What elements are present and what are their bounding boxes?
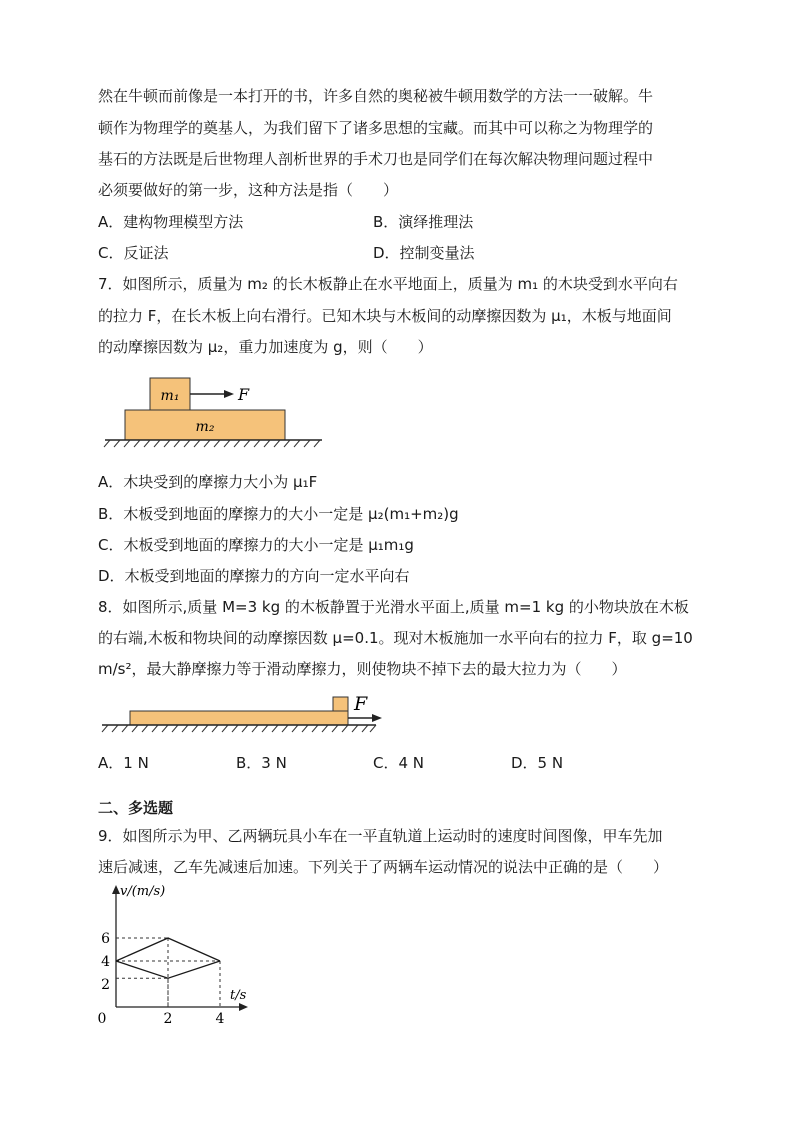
x-tick-label-4: 4	[215, 1011, 225, 1025]
y-tick-label-4: 4	[101, 954, 110, 970]
q8-ground-hatch	[102, 725, 376, 732]
q6-option-c: C．反证法	[98, 244, 169, 262]
q9-stem-line-2: 速后减速，乙车先减速后加速。下列关于了两辆车运动情况的说法中正确的是（ ）	[98, 858, 669, 876]
q9-vt-chart	[90, 880, 260, 1025]
q8-small-block	[333, 697, 348, 711]
q7-arrow-head	[224, 390, 234, 398]
q7-option-c: C．木板受到地面的摩擦力的大小一定是 μ₁m₁g	[98, 536, 414, 554]
q8-option-b: B．3 N	[236, 754, 287, 772]
q7-block-label: m₁	[160, 388, 180, 404]
q6-line-1: 然在牛顿而前像是一本打开的书，许多自然的奥秘被牛顿用数学的方法一一破解。牛	[98, 87, 654, 105]
q7-option-d: D．木板受到地面的摩擦力的方向一定水平向右	[98, 567, 410, 585]
x-axis-arrow	[239, 1003, 248, 1011]
q7-option-a: A．木块受到的摩擦力大小为 μ₁F	[98, 473, 318, 491]
y-axis-arrow	[112, 885, 120, 894]
y-tick-label-6: 6	[101, 931, 110, 947]
y-axis-label: v/(m/s)	[120, 884, 166, 899]
q7-stem-line-3: 的动摩擦因数为 μ₂，重力加速度为 g，则（ ）	[98, 338, 433, 356]
q6-option-a: A．建构物理模型方法	[98, 213, 244, 231]
q8-stem-line-3: m/s²，最大静摩擦力等于滑动摩擦力，则使物块不掉下去的最大拉力为（ ）	[98, 660, 627, 678]
q8-option-d: D．5 N	[511, 754, 564, 772]
q7-stem-line-1: 7．如图所示，质量为 m₂ 的长木板静止在水平地面上，质量为 m₁ 的木块受到水平向右	[98, 275, 678, 293]
q6-option-d: D．控制变量法	[373, 244, 475, 262]
q6-line-4: 必须要做好的第一步，这种方法是指（ ）	[98, 181, 399, 199]
section-heading: 二、多选题	[98, 799, 174, 817]
q8-force-label: F	[354, 693, 368, 715]
q8-option-c: C．4 N	[373, 754, 425, 772]
q8-figure	[100, 688, 390, 738]
q7-force-label: F	[238, 385, 250, 404]
x-tick-label-0: 0	[97, 1011, 107, 1025]
q8-stem-line-1: 8．如图所示,质量 M=3 kg 的木板静置于光滑水平面上,质量 m=1 kg 的小物块放在木板	[98, 598, 689, 616]
q8-board	[130, 711, 348, 725]
q6-line-2: 顿作为物理学的奠基人，为我们留下了诸多思想的宝藏。而其中可以称之为物理学的	[98, 119, 654, 137]
y-tick-label-2: 2	[101, 977, 110, 993]
q8-option-a: A．1 N	[98, 754, 149, 772]
q7-option-b: B．木板受到地面的摩擦力的大小一定是 μ₂(m₁+m₂)g	[98, 505, 459, 523]
q7-board-label: m₂	[195, 419, 215, 435]
q7-stem-line-2: 的拉力 F，在长木板上向右滑行。已知木块与木板间的动摩擦因数为 μ₁，木板与地面间	[98, 307, 672, 325]
q6-line-3: 基石的方法既是后世物理人剖析世界的手术刀也是同学们在每次解决物理问题过程中	[98, 150, 654, 168]
x-axis-label: t/s	[230, 988, 247, 1003]
x-tick-label-2: 2	[163, 1011, 173, 1025]
q6-option-b: B．演绎推理法	[373, 213, 474, 231]
q7-ground-hatch	[104, 440, 320, 447]
q8-arrow-head	[372, 714, 382, 722]
q9-stem-line-1: 9．如图所示为甲、乙两辆玩具小车在一平直轨道上运动时的速度时间图像，甲车先加	[98, 827, 663, 845]
q7-figure	[100, 370, 330, 460]
q8-stem-line-2: 的右端,木板和物块间的动摩擦因数 μ=0.1。现对木板施加一水平向右的拉力 F，取 g=10	[98, 629, 693, 647]
